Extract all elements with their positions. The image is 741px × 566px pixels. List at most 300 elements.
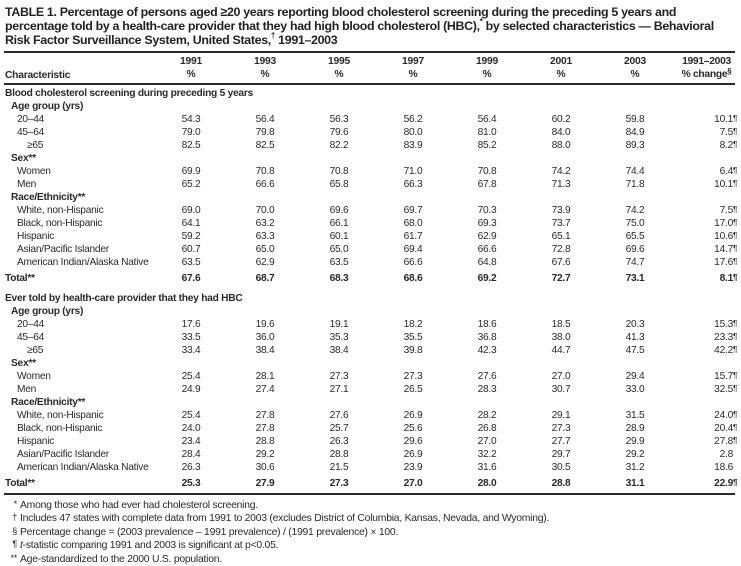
year-label: 1997 bbox=[402, 56, 424, 67]
percent-change-cell bbox=[672, 477, 741, 490]
value-cell: 83.9 bbox=[403, 140, 423, 151]
change-value: 10.1 bbox=[714, 114, 733, 125]
value-cell: 74.2 bbox=[625, 205, 645, 216]
value-cell: 25.6 bbox=[403, 423, 423, 434]
row-label: Sex** bbox=[11, 358, 36, 369]
value-cell: 74.2 bbox=[551, 166, 571, 177]
group-header-row bbox=[4, 305, 735, 318]
value-cell: 65.0 bbox=[329, 244, 349, 255]
footnote-marker: § bbox=[12, 525, 17, 536]
group-header-row bbox=[4, 396, 735, 409]
value-cell: 27.6 bbox=[477, 371, 497, 382]
value-cell: 70.3 bbox=[477, 205, 497, 216]
percent-change-cell bbox=[672, 422, 741, 435]
value-cell: 73.7 bbox=[551, 218, 571, 229]
value-cell: 28.9 bbox=[625, 423, 645, 434]
row-label: Race/Ethnicity** bbox=[11, 397, 86, 408]
value-cell: 65.5 bbox=[625, 231, 645, 242]
value-cell: 26.5 bbox=[403, 384, 423, 395]
value-cell: 18.5 bbox=[551, 319, 571, 330]
percent-change-cell bbox=[672, 344, 741, 357]
value-cell: 33.0 bbox=[625, 384, 645, 395]
value-cell: 59.8 bbox=[625, 114, 645, 125]
value-cell: 38.4 bbox=[329, 345, 349, 356]
value-cell: 24.0 bbox=[181, 423, 201, 434]
table-row bbox=[4, 344, 738, 357]
footnote-marker: † bbox=[12, 512, 17, 523]
row-label: Men bbox=[17, 384, 37, 395]
value-cell: 84.9 bbox=[625, 127, 645, 138]
table-row bbox=[4, 217, 738, 230]
value-cell: 68.6 bbox=[403, 273, 423, 284]
table-row bbox=[4, 204, 738, 217]
table-row bbox=[4, 331, 738, 344]
value-cell: 65.8 bbox=[329, 179, 349, 190]
change-value: 22.9 bbox=[714, 478, 733, 489]
change-value: 23.3 bbox=[714, 332, 733, 343]
percent-change-cell bbox=[672, 318, 741, 331]
value-cell: 29.2 bbox=[625, 449, 645, 460]
row-label: Total** bbox=[5, 273, 35, 284]
change-value: 15.3 bbox=[714, 319, 733, 330]
significance-marker: ¶ bbox=[733, 257, 738, 266]
change-value: 24.0 bbox=[714, 410, 733, 421]
value-cell: 69.0 bbox=[181, 205, 201, 216]
section-header-row bbox=[4, 87, 735, 100]
section-symbol: § bbox=[727, 66, 732, 76]
percent-change-cell bbox=[672, 370, 741, 383]
value-cell: 88.0 bbox=[551, 140, 571, 151]
row-label: Asian/Pacific Islander bbox=[17, 244, 109, 255]
value-cell: 27.1 bbox=[329, 384, 349, 395]
value-cell: 69.3 bbox=[477, 218, 497, 229]
table-header-row bbox=[4, 53, 735, 83]
row-label: Hispanic bbox=[17, 436, 55, 447]
section-header-label: Blood cholesterol screening during preceding 5 years bbox=[5, 88, 253, 99]
value-cell: 56.4 bbox=[477, 114, 497, 125]
value-cell: 36.8 bbox=[477, 332, 497, 343]
change-value: 14.7 bbox=[714, 244, 733, 255]
change-value: 10.6 bbox=[714, 231, 733, 242]
table-row bbox=[4, 256, 738, 269]
value-cell: 36.0 bbox=[255, 332, 275, 343]
table-row bbox=[4, 178, 738, 191]
value-cell: 65.0 bbox=[255, 244, 275, 255]
footnote bbox=[4, 512, 735, 525]
col-header-1991 bbox=[154, 56, 228, 81]
footnote-text: Includes 47 states with complete data from 1991 to 2003 (excludes District of Columbia, Kansas, Nevada, and Wyoming). bbox=[20, 513, 550, 525]
significance-marker: ¶ bbox=[733, 166, 738, 175]
value-cell: 67.8 bbox=[477, 179, 497, 190]
row-label: 45–64 bbox=[17, 127, 45, 138]
value-cell: 65.2 bbox=[181, 179, 201, 190]
year-column-headers bbox=[154, 56, 672, 81]
table-body bbox=[4, 85, 738, 495]
change-value: 20.4 bbox=[714, 423, 733, 434]
significance-marker: ¶ bbox=[733, 371, 738, 380]
table-row bbox=[4, 409, 738, 422]
significance-marker: ¶ bbox=[733, 332, 738, 341]
value-cell: 63.2 bbox=[255, 218, 275, 229]
value-cell: 25.4 bbox=[181, 410, 201, 421]
value-cell: 70.8 bbox=[255, 166, 275, 177]
value-cell: 89.3 bbox=[625, 140, 645, 151]
value-cell: 38.0 bbox=[551, 332, 571, 343]
value-cell: 23.9 bbox=[403, 462, 423, 473]
significance-marker: ¶ bbox=[733, 384, 738, 393]
table-row bbox=[4, 318, 738, 331]
significance-marker: ¶ bbox=[733, 114, 738, 123]
table-row bbox=[4, 422, 738, 435]
value-cell: 73.1 bbox=[625, 273, 645, 284]
value-cell: 29.4 bbox=[625, 371, 645, 382]
change-value: 32.5 bbox=[714, 384, 733, 395]
value-cell: 27.9 bbox=[255, 478, 275, 489]
group-header-row bbox=[4, 191, 735, 204]
row-label: Women bbox=[17, 166, 51, 177]
row-label: Hispanic bbox=[17, 231, 55, 242]
value-cell: 28.2 bbox=[477, 410, 497, 421]
change-value: 15.7 bbox=[714, 371, 733, 382]
value-cell: 68.3 bbox=[329, 273, 349, 284]
value-cell: 74.7 bbox=[625, 257, 645, 268]
value-cell: 41.3 bbox=[625, 332, 645, 343]
value-cell: 18.6 bbox=[477, 319, 497, 330]
value-cell: 64.1 bbox=[181, 218, 201, 229]
value-cell: 27.0 bbox=[403, 478, 423, 489]
value-cell: 35.5 bbox=[403, 332, 423, 343]
change-value: 6.4 bbox=[719, 166, 733, 177]
value-cell: 28.4 bbox=[181, 449, 201, 460]
total-row bbox=[4, 477, 738, 490]
value-cell: 59.2 bbox=[181, 231, 201, 242]
percent-label: % bbox=[408, 68, 418, 80]
value-cell: 82.5 bbox=[255, 140, 275, 151]
value-cell: 29.6 bbox=[403, 436, 423, 447]
percent-label: % bbox=[556, 68, 566, 80]
footnote-text: Percentage change = (2003 prevalence – 1991 prevalence) / (1991 prevalence) × 100. bbox=[20, 526, 399, 538]
change-value: 42.2 bbox=[714, 345, 733, 356]
value-cell: 56.3 bbox=[329, 114, 349, 125]
value-cell: 27.0 bbox=[551, 371, 571, 382]
value-cell: 60.7 bbox=[181, 244, 201, 255]
footnotes bbox=[4, 495, 735, 566]
value-cell: 19.6 bbox=[255, 319, 275, 330]
value-cell: 27.4 bbox=[255, 384, 275, 395]
value-cell: 28.3 bbox=[477, 384, 497, 395]
year-label: 2003 bbox=[624, 56, 646, 67]
significance-marker: ¶ bbox=[733, 345, 738, 354]
change-value: 2.8 bbox=[719, 449, 733, 460]
value-cell: 67.6 bbox=[181, 273, 201, 284]
percent-change-cell bbox=[672, 178, 741, 191]
value-cell: 23.4 bbox=[181, 436, 201, 447]
percent-change-cell bbox=[672, 383, 741, 396]
year-label: 2001 bbox=[550, 56, 572, 67]
value-cell: 81.0 bbox=[477, 127, 497, 138]
title-text: by selected characteristics — Behavioral Risk Factor Surveillance System, United States, bbox=[5, 19, 714, 47]
year-label: 1995 bbox=[328, 56, 350, 67]
change-value: 17.0 bbox=[714, 218, 733, 229]
value-cell: 24.9 bbox=[181, 384, 201, 395]
footnote-text: Among those who had ever had cholesterol screening. bbox=[20, 500, 258, 511]
value-cell: 68.7 bbox=[255, 273, 275, 284]
value-cell: 62.9 bbox=[255, 257, 275, 268]
change-value: 7.5 bbox=[719, 205, 733, 216]
value-cell: 66.6 bbox=[477, 244, 497, 255]
title-text: TABLE 1. Percentage of persons aged ≥20 years reporting blood cholesterol screening during the preceding 5 years and percentage told by a health-care provider that they had high blood cholesterol (HBC), bbox=[5, 5, 677, 33]
footnote bbox=[4, 526, 735, 539]
percent-change-cell bbox=[672, 204, 741, 217]
row-label: American Indian/Alaska Native bbox=[17, 257, 149, 268]
value-cell: 39.8 bbox=[403, 345, 423, 356]
value-cell: 85.2 bbox=[477, 140, 497, 151]
value-cell: 27.3 bbox=[329, 371, 349, 382]
row-label: White, non-Hispanic bbox=[17, 410, 104, 421]
value-cell: 73.9 bbox=[551, 205, 571, 216]
value-cell: 71.3 bbox=[551, 179, 571, 190]
significance-marker: ¶ bbox=[733, 218, 738, 227]
value-cell: 69.4 bbox=[403, 244, 423, 255]
value-cell: 29.2 bbox=[255, 449, 275, 460]
value-cell: 29.7 bbox=[551, 449, 571, 460]
row-label: ≥65 bbox=[27, 345, 44, 356]
table-row bbox=[4, 113, 738, 126]
percent-change-cell bbox=[672, 461, 741, 474]
change-value: 8.1 bbox=[719, 273, 733, 284]
row-label: Race/Ethnicity** bbox=[11, 192, 86, 203]
value-cell: 67.6 bbox=[551, 257, 571, 268]
value-cell: 21.5 bbox=[329, 462, 349, 473]
percent-change-cell bbox=[672, 409, 741, 422]
value-cell: 63.3 bbox=[255, 231, 275, 242]
value-cell: 25.4 bbox=[181, 371, 201, 382]
footnote-text: t-statistic comparing 1991 and 2003 is significant at p<0.05. bbox=[20, 540, 279, 552]
significance-marker: ¶ bbox=[733, 244, 738, 253]
significance-marker: ¶ bbox=[733, 319, 738, 328]
percent-change-cell bbox=[672, 331, 741, 344]
value-cell: 31.5 bbox=[625, 410, 645, 421]
value-cell: 82.2 bbox=[329, 140, 349, 151]
value-cell: 61.7 bbox=[403, 231, 423, 242]
group-header-row bbox=[4, 357, 735, 370]
value-cell: 74.4 bbox=[625, 166, 645, 177]
group-header-row bbox=[4, 152, 735, 165]
percent-label: % bbox=[186, 68, 196, 80]
total-row bbox=[4, 272, 738, 285]
value-cell: 42.3 bbox=[477, 345, 497, 356]
value-cell: 71.8 bbox=[625, 179, 645, 190]
value-cell: 31.6 bbox=[477, 462, 497, 473]
row-label: Men bbox=[17, 179, 37, 190]
col-header-1993 bbox=[228, 56, 302, 81]
significance-marker: ¶ bbox=[733, 436, 738, 445]
value-cell: 28.8 bbox=[255, 436, 275, 447]
table-header bbox=[4, 51, 735, 85]
percent-change-cell bbox=[672, 435, 741, 448]
value-cell: 31.1 bbox=[625, 478, 645, 489]
footnote-marker: ** bbox=[10, 552, 17, 563]
value-cell: 27.8 bbox=[255, 423, 275, 434]
value-cell: 26.9 bbox=[403, 449, 423, 460]
value-cell: 33.5 bbox=[181, 332, 201, 343]
percent-change-cell bbox=[672, 256, 741, 269]
value-cell: 56.2 bbox=[403, 114, 423, 125]
value-cell: 30.5 bbox=[551, 462, 571, 473]
table-row bbox=[4, 461, 735, 474]
footnote-marker: * bbox=[13, 499, 17, 509]
value-cell: 70.0 bbox=[255, 205, 275, 216]
significance-marker bbox=[733, 448, 739, 461]
value-cell: 27.7 bbox=[551, 436, 571, 447]
value-cell: 66.3 bbox=[403, 179, 423, 190]
section-header-label: Ever told by health-care provider that they had HBC bbox=[5, 293, 243, 304]
row-label: White, non-Hispanic bbox=[17, 205, 104, 216]
value-cell: 69.2 bbox=[477, 273, 497, 284]
row-label: 45–64 bbox=[17, 332, 45, 343]
row-label: Total** bbox=[5, 478, 35, 489]
row-label: Age group (yrs) bbox=[11, 306, 84, 317]
percent-change-cell bbox=[672, 272, 741, 285]
significance-marker: ¶ bbox=[733, 127, 738, 136]
value-cell: 29.9 bbox=[625, 436, 645, 447]
change-col-years: 1991–2003 bbox=[682, 56, 731, 67]
value-cell: 80.0 bbox=[403, 127, 423, 138]
table-row bbox=[4, 126, 738, 139]
table-row bbox=[4, 383, 738, 396]
percent-change-cell bbox=[672, 113, 741, 126]
year-label: 1999 bbox=[476, 56, 498, 67]
table-title bbox=[4, 4, 735, 51]
footnote-text: Age-standardized to the 2000 U.S. population. bbox=[20, 553, 222, 565]
col-header-1999 bbox=[450, 56, 524, 81]
significance-marker: ¶ bbox=[733, 423, 738, 432]
significance-marker: ¶ bbox=[733, 410, 738, 419]
value-cell: 47.5 bbox=[625, 345, 645, 356]
value-cell: 19.1 bbox=[329, 319, 349, 330]
footnote bbox=[4, 539, 735, 552]
value-cell: 56.4 bbox=[255, 114, 275, 125]
value-cell: 27.3 bbox=[551, 423, 571, 434]
col-header-percent-change bbox=[672, 56, 741, 81]
significance-marker: ¶ bbox=[733, 478, 738, 487]
value-cell: 26.9 bbox=[403, 410, 423, 421]
value-cell: 18.2 bbox=[403, 319, 423, 330]
year-label: 1991 bbox=[180, 56, 202, 67]
value-cell: 82.5 bbox=[181, 140, 201, 151]
value-cell: 26.3 bbox=[181, 462, 201, 473]
percent-label: % bbox=[260, 68, 270, 80]
value-cell: 68.0 bbox=[403, 218, 423, 229]
table-row bbox=[4, 448, 735, 461]
col-header-1997 bbox=[376, 56, 450, 81]
value-cell: 25.7 bbox=[329, 423, 349, 434]
value-cell: 31.2 bbox=[625, 462, 645, 473]
row-label: Black, non-Hispanic bbox=[17, 218, 103, 229]
value-cell: 28.0 bbox=[477, 478, 497, 489]
significance-marker: ¶ bbox=[733, 179, 738, 188]
footnote-marker: ¶ bbox=[12, 539, 17, 550]
value-cell: 27.6 bbox=[329, 410, 349, 421]
value-cell: 64.8 bbox=[477, 257, 497, 268]
value-cell: 69.6 bbox=[625, 244, 645, 255]
value-cell: 44.7 bbox=[551, 345, 571, 356]
value-cell: 63.5 bbox=[329, 257, 349, 268]
table-row bbox=[4, 230, 738, 243]
percent-change-cell bbox=[672, 126, 741, 139]
row-label: ≥65 bbox=[27, 140, 44, 151]
value-cell: 72.7 bbox=[551, 273, 571, 284]
value-cell: 70.8 bbox=[477, 166, 497, 177]
value-cell: 27.3 bbox=[329, 478, 349, 489]
row-label: Sex** bbox=[11, 153, 36, 164]
value-cell: 69.6 bbox=[329, 205, 349, 216]
table-row bbox=[4, 165, 738, 178]
value-cell: 27.0 bbox=[477, 436, 497, 447]
percent-label: % bbox=[630, 68, 640, 80]
value-cell: 27.3 bbox=[403, 371, 423, 382]
footnote-marker: * bbox=[479, 17, 483, 26]
value-cell: 72.8 bbox=[551, 244, 571, 255]
value-cell: 79.6 bbox=[329, 127, 349, 138]
footnote-marker: † bbox=[270, 31, 276, 40]
change-value: 10.1 bbox=[714, 179, 733, 190]
value-cell: 28.1 bbox=[255, 371, 275, 382]
row-label: Asian/Pacific Islander bbox=[17, 449, 109, 460]
percent-change-cell bbox=[672, 243, 741, 256]
col-header-characteristic: Characteristic bbox=[5, 70, 71, 81]
value-cell: 75.0 bbox=[625, 218, 645, 229]
value-cell: 66.6 bbox=[255, 179, 275, 190]
percent-change-cell bbox=[672, 230, 741, 243]
value-cell: 60.1 bbox=[329, 231, 349, 242]
value-cell: 28.8 bbox=[551, 478, 571, 489]
value-cell: 69.9 bbox=[181, 166, 201, 177]
table-row bbox=[4, 139, 738, 152]
value-cell: 84.0 bbox=[551, 127, 571, 138]
value-cell: 20.3 bbox=[625, 319, 645, 330]
value-cell: 30.7 bbox=[551, 384, 571, 395]
change-value: 17.6 bbox=[714, 257, 733, 268]
value-cell: 65.1 bbox=[551, 231, 571, 242]
percent-label: % bbox=[482, 68, 492, 80]
title-text: 1991–2003 bbox=[275, 33, 338, 47]
row-label: Women bbox=[17, 371, 51, 382]
value-cell: 30.6 bbox=[255, 462, 275, 473]
significance-marker: ¶ bbox=[733, 273, 738, 282]
significance-marker: ¶ bbox=[733, 205, 738, 214]
value-cell: 79.8 bbox=[255, 127, 275, 138]
value-cell: 66.6 bbox=[403, 257, 423, 268]
value-cell: 35.3 bbox=[329, 332, 349, 343]
col-header-1995 bbox=[302, 56, 376, 81]
significance-marker: ¶ bbox=[733, 140, 738, 149]
row-label: American Indian/Alaska Native bbox=[17, 462, 149, 473]
percent-change-cell bbox=[672, 165, 741, 178]
value-cell: 71.0 bbox=[403, 166, 423, 177]
change-value: 18.6 bbox=[714, 462, 733, 473]
significance-marker bbox=[733, 461, 739, 474]
value-cell: 54.3 bbox=[181, 114, 201, 125]
row-label: Black, non-Hispanic bbox=[17, 423, 103, 434]
row-label: Age group (yrs) bbox=[11, 101, 84, 112]
group-header-row bbox=[4, 100, 735, 113]
change-col-label: % change§ bbox=[681, 66, 732, 80]
table-row bbox=[4, 435, 738, 448]
value-cell: 26.3 bbox=[329, 436, 349, 447]
percent-change-cell bbox=[672, 448, 741, 461]
value-cell: 33.4 bbox=[181, 345, 201, 356]
